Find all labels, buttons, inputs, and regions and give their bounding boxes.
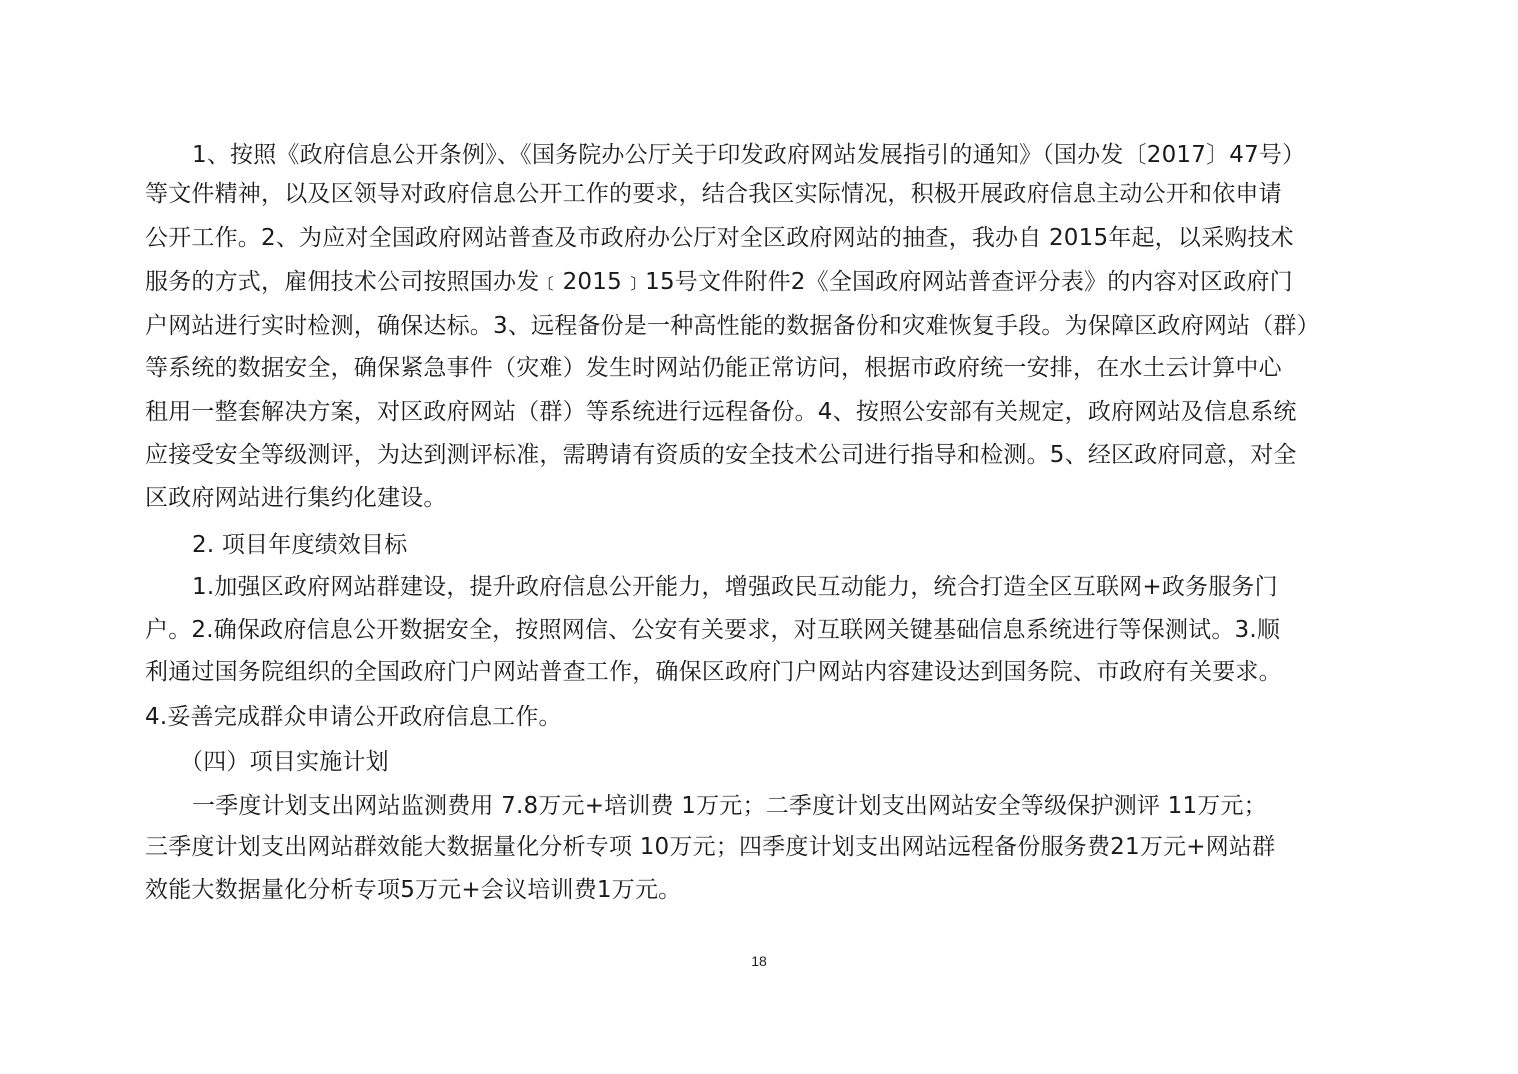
paragraph-line: 租用一整套解决方案，对区政府网站（群）等系统进行远程备份。4、按照公安部有关规定，政府网站及信息系统 [145, 399, 1297, 425]
paragraph-line: 服务的方式，雇佣技术公司按照国办发﹝2015﹞15号文件附件2《全国政府网站普查评分表》的内容对区政府门 [145, 269, 1293, 295]
paragraph-line: 1.加强区政府网站群建设，提升政府信息公开能力，增强政民互动能力，统合打造全区互联网+政务服务门 [192, 574, 1278, 600]
paragraph-line: 利通过国务院组织的全国政府门户网站普查工作，确保区政府门户网站内容建设达到国务院、市政府有关要求。 [145, 659, 1282, 685]
paragraph-line: 等文件精神，以及区领导对政府信息公开工作的要求，结合我区实际情况，积极开展政府信息主动公开和依申请 [145, 181, 1282, 207]
paragraph-line: 户。2.确保政府信息公开数据安全，按照网信、公安有关要求，对互联网关键基础信息系统进行等保测试。3.顺 [145, 617, 1281, 643]
paragraph-line: 三季度计划支出网站群效能大数据量化分析专项 10万元；四季度计划支出网站远程备份服务费21万元+网站群 [145, 834, 1276, 860]
page-number: 18 [751, 953, 767, 969]
paragraph-line: 1、按照《政府信息公开条例》、《国务院办公厅关于印发政府网站发展指引的通知》（国办发〔2017〕47号） [192, 142, 1306, 168]
section-heading: 2. 项目年度绩效目标 [192, 532, 408, 558]
paragraph-line: 效能大数据量化分析专项5万元+会议培训费1万元。 [145, 877, 682, 903]
paragraph-line: 公开工作。2、为应对全国政府网站普查及市政府办公厅对全区政府网站的抽查，我办自 2015年起，以采购技术 [145, 225, 1294, 251]
paragraph-line: 户网站进行实时检测，确保达标。3、远程备份是一种高性能的数据备份和灾难恢复手段。为保障区政府网站（群） [145, 313, 1320, 339]
section-heading: （四）项目实施计划 [180, 749, 389, 775]
paragraph-line: 区政府网站进行集约化建设。 [145, 485, 447, 511]
paragraph-line: 等系统的数据安全，确保紧急事件（灾难）发生时网站仍能正常访问，根据市政府统一安排，在水土云计算中心 [145, 355, 1282, 381]
paragraph-line: 应接受安全等级测评，为达到测评标准，需聘请有资质的安全技术公司进行指导和检测。5、经区政府同意，对全 [145, 442, 1297, 468]
paragraph-line: 4.妥善完成群众申请公开政府信息工作。 [145, 704, 562, 730]
paragraph-line: 一季度计划支出网站监测费用 7.8万元+培训费 1万元；二季度计划支出网站安全等级保护测评 11万元； [192, 793, 1267, 819]
